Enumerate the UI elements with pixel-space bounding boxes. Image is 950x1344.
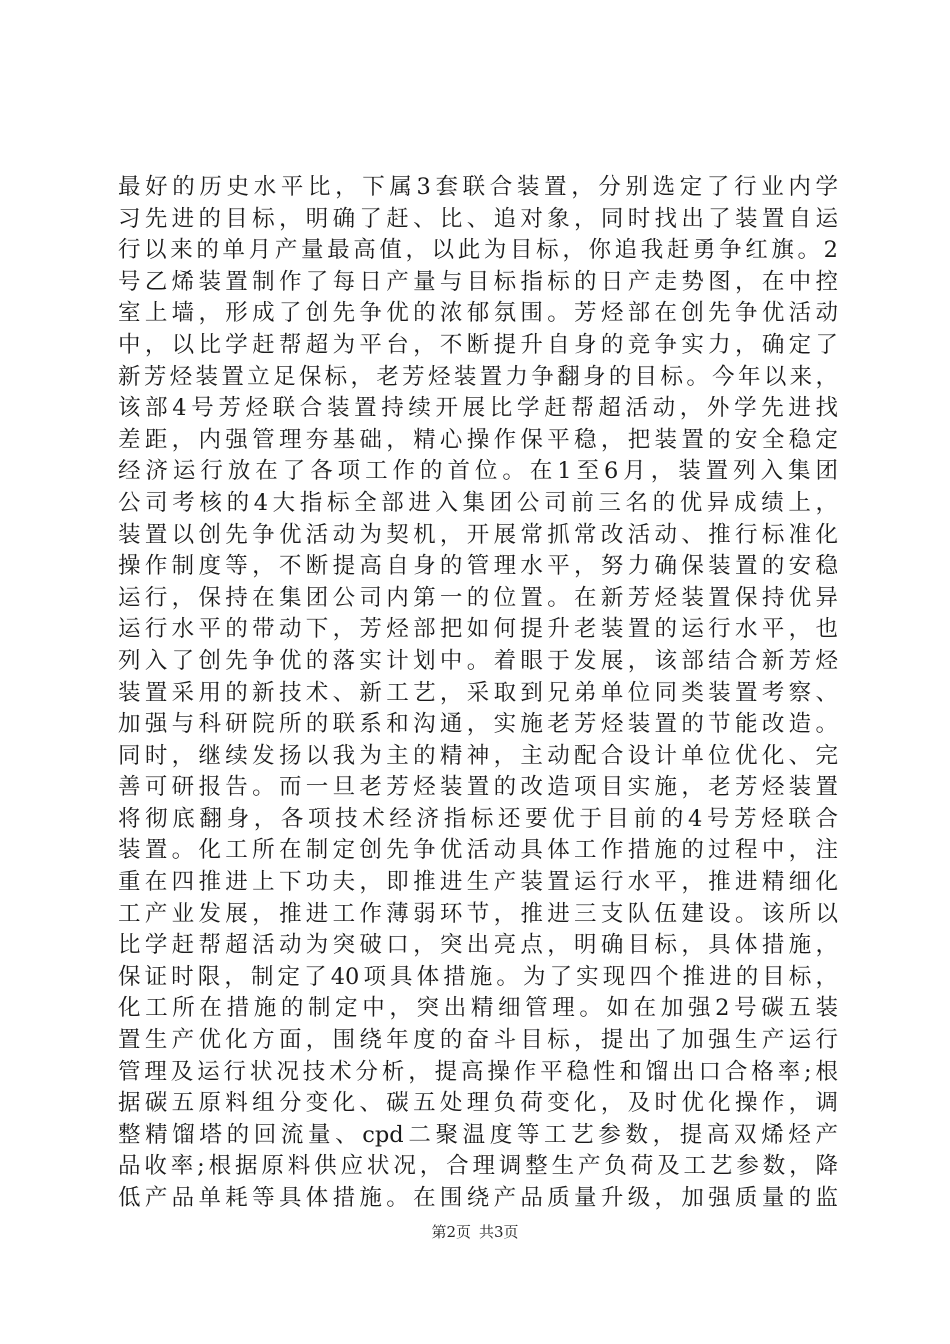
page-number-total: 共3页 [479,1223,519,1241]
text-line: 装置以创先争优活动为契机，开展常抓常改活动、推行标准化 [118,521,838,548]
text-line: 据碳五原料组分变化、碳五处理负荷变化，及时优化操作，调 [118,1090,838,1117]
text-line: 中，以比学赶帮超为平台，不断提升自身的竞争实力，确定了 [118,331,838,358]
page-footer [0,1222,950,1242]
text-line: 品收率;根据原料供应状况，合理调整生产负荷及工艺参数，降 [118,1153,838,1180]
text-line: 整精馏塔的回流量、cpd二聚温度等工艺参数，提高双烯烃产 [118,1121,838,1148]
text-line: 该部4号芳烃联合装置持续开展比学赶帮超活动，外学先进找 [118,395,838,422]
text-line: 室上墙，形成了创先争优的浓郁氛围。芳烃部在创先争优活动 [118,300,838,327]
text-line: 最好的历史水平比，下属3套联合装置，分别选定了行业内学 [118,174,838,200]
text-line: 工产业发展，推进工作薄弱环节，推进三支队伍建设。该所以 [118,900,838,927]
text-line: 装置采用的新技术、新工艺，采取到兄弟单位同类装置考察、 [118,679,838,706]
text-line: 号乙烯装置制作了每日产量与目标指标的日产走势图，在中控 [118,268,838,295]
text-line: 比学赶帮超活动为突破口，突出亮点，明确目标，具体措施， [118,932,838,959]
body-text [118,172,838,1215]
text-line: 列入了创先争优的落实计划中。着眼于发展，该部结合新芳烃 [118,647,838,674]
text-line: 化工所在措施的制定中，突出精细管理。如在加强2号碳五装 [118,995,838,1022]
text-line: 重在四推进上下功夫，即推进生产装置运行水平，推进精细化 [118,869,838,896]
text-line: 新芳烃装置立足保标，老芳烃装置力争翻身的目标。今年以来， [118,363,838,390]
text-line: 将彻底翻身，各项技术经济指标还要优于目前的4号芳烃联合 [118,805,838,832]
text-line: 置生产优化方面，围绕年度的奋斗目标，提出了加强生产运行 [118,1027,838,1054]
text-line: 运行，保持在集团公司内第一的位置。在新芳烃装置保持优异 [118,584,838,611]
text-line: 保证时限，制定了40项具体措施。为了实现四个推进的目标， [118,963,838,990]
text-line: 经济运行放在了各项工作的首位。在1至6月，装置列入集团 [118,458,838,485]
text-line: 运行水平的带动下，芳烃部把如何提升老装置的运行水平，也 [118,616,838,643]
text-line: 同时，继续发扬以我为主的精神，主动配合设计单位优化、完 [118,742,838,769]
text-line: 习先进的目标，明确了赶、比、追对象，同时找出了装置自运 [118,205,838,232]
text-line: 管理及运行状况技术分析，提高操作平稳性和馏出口合格率;根 [118,1058,838,1085]
text-line: 装置。化工所在制定创先争优活动具体工作措施的过程中，注 [118,837,838,864]
text-line: 善可研报告。而一旦老芳烃装置的改造项目实施，老芳烃装置 [118,774,838,801]
text-line: 公司考核的4大指标全部进入集团公司前三名的优异成绩上， [118,489,838,516]
page-number-current: 第2页 [431,1223,471,1241]
text-line: 低产品单耗等具体措施。在围绕产品质量升级，加强质量的监 [118,1185,838,1211]
text-line: 操作制度等，不断提高自身的管理水平，努力确保装置的安稳 [118,553,838,580]
text-line: 加强与科研院所的联系和沟通，实施老芳烃装置的节能改造。 [118,711,838,738]
text-line: 差距，内强管理夯基础，精心操作保平稳，把装置的安全稳定 [118,426,838,453]
text-line: 行以来的单月产量最高值，以此为目标，你追我赶勇争红旗。2 [118,237,838,264]
